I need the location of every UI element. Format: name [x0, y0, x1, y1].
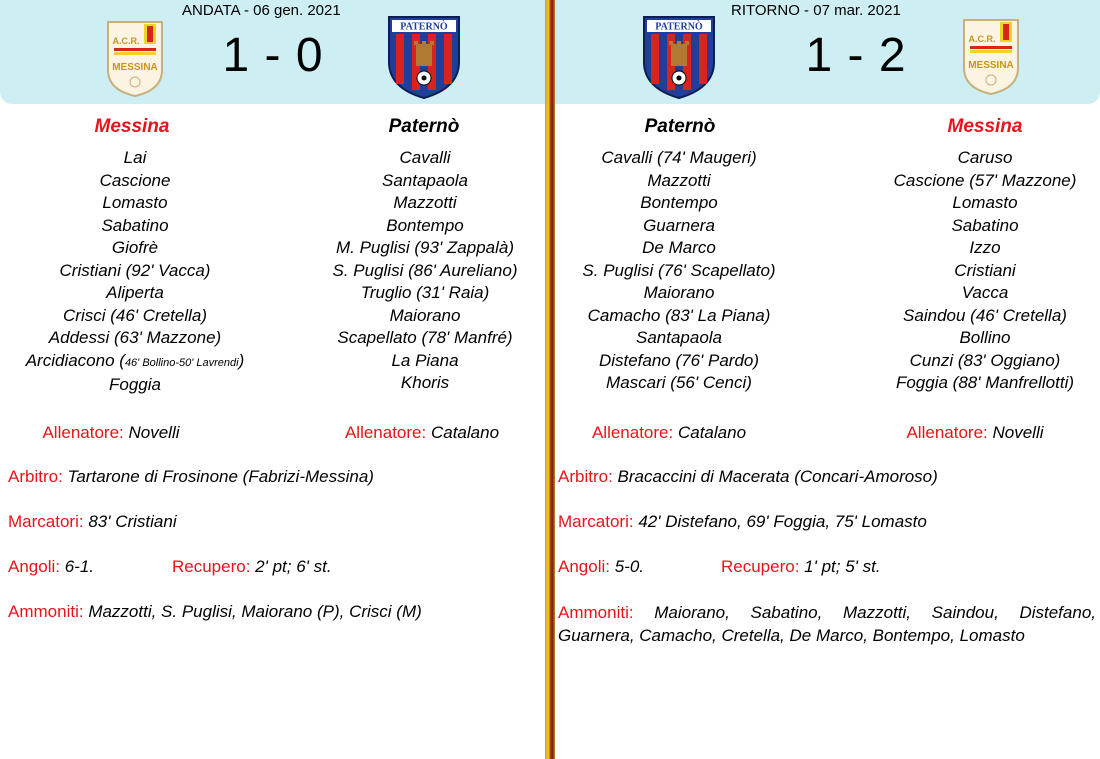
player-name: Giofrè — [111, 238, 159, 257]
messina-logo — [104, 18, 166, 98]
player-name: Cascione (57' Mazzone) — [893, 170, 1077, 190]
player-name: Truglio (31' Raia) — [360, 283, 490, 302]
andata-stoppage — [172, 557, 332, 577]
svg-text:PATERNÒ: PATERNÒ — [655, 21, 703, 33]
ritorno-home-lineup — [544, 147, 814, 395]
corners-label: Angoli: — [558, 557, 610, 576]
player-name: S. Puglisi (86' Aureliano) — [332, 260, 518, 280]
player-name: Cascione — [99, 170, 171, 190]
player-name: Scapellato (78' Manfré) — [337, 328, 513, 347]
player-name: Mascari (56' Cenci) — [606, 373, 752, 392]
player-name: Addessi (63' Mazzone) — [48, 328, 222, 347]
scorers-label: Marcatori: — [8, 512, 84, 531]
stoppage-value: 2' pt; 6' st. — [255, 557, 332, 576]
player-name: Crisci (46' Cretella) — [63, 305, 207, 325]
ritorno-away-team-name: Messina — [947, 116, 1023, 137]
player-name: Cristiani (92' Vacca) — [59, 260, 211, 280]
messina-logo — [960, 16, 1022, 96]
ritorno-home-team-name: Paternò — [644, 116, 716, 137]
player-name: Sabatino — [951, 215, 1019, 235]
player-name: Mazzotti — [393, 193, 457, 212]
player-name: S. Puglisi (76' Scapellato) — [582, 260, 776, 280]
ritorno-header — [555, 0, 1100, 104]
svg-text:MESSINA: MESSINA — [968, 60, 1014, 71]
player-name: De Marco — [642, 238, 716, 257]
player-name: Distefano (76' Pardo) — [598, 350, 760, 370]
player-name: Lomasto — [102, 193, 168, 212]
ritorno-stoppage — [721, 557, 881, 577]
coach-name: Novelli — [992, 423, 1044, 442]
andata-date: ANDATA - 06 gen. 2021 — [182, 2, 341, 19]
player-name: Bollino — [959, 328, 1011, 347]
andata-away-team-name: Paternò — [388, 116, 460, 137]
svg-text:A.C.R.: A.C.R. — [112, 36, 140, 46]
player-name: Bontempo — [640, 193, 718, 212]
andata-home-team-name: Messina — [94, 116, 170, 137]
svg-text:MESSINA: MESSINA — [112, 62, 158, 73]
player-name: Caruso — [957, 148, 1013, 167]
scorers-label: Marcatori: — [558, 512, 634, 531]
bookings-label: Ammoniti: — [558, 603, 634, 622]
player-name-main: Arcidiacono ( — [25, 350, 125, 370]
ritorno-scorers — [558, 512, 927, 532]
ritorno-away-lineup — [850, 147, 1100, 395]
corners-value: 6-1. — [64, 557, 95, 576]
coach-label: Allenatore: — [906, 423, 988, 442]
player-name: Cavalli (74' Maugeri) — [601, 148, 757, 167]
ritorno-bookings — [558, 601, 1096, 647]
ritorno-home-coach — [544, 423, 794, 443]
player-name: Mazzotti — [647, 170, 711, 190]
ritorno-referee — [558, 467, 938, 487]
player-name: Cunzi (83' Oggiano) — [909, 350, 1061, 370]
ritorno-away-coach — [850, 423, 1100, 443]
andata-away-lineup — [290, 147, 560, 395]
player-name: La Piana — [391, 350, 459, 370]
andata-score: 1 - 0 — [222, 29, 324, 82]
player-name: Cavalli — [399, 148, 451, 167]
ritorno-date: RITORNO - 07 mar. 2021 — [731, 2, 901, 19]
coach-label: Allenatore: — [42, 423, 124, 442]
svg-text:PATERNÒ: PATERNÒ — [400, 21, 448, 33]
andata-corners — [8, 557, 94, 577]
player-name-end: ) — [238, 350, 245, 370]
player-name: Santapaola — [381, 170, 469, 190]
referee-label: Arbitro: — [558, 467, 613, 486]
paterno-logo — [641, 14, 717, 100]
coach-label: Allenatore: — [591, 423, 674, 442]
player-name: Maiorano — [389, 305, 461, 325]
referee-value: Bracaccini di Macerata (Concari-Amoroso) — [617, 467, 938, 486]
andata-away-coach — [297, 423, 547, 443]
andata-home-coach — [0, 423, 236, 443]
referee-value: Tartarone di Frosinone (Fabrizi-Messina) — [67, 467, 374, 486]
corners-value: 5-0. — [614, 557, 645, 576]
coach-name: Catalano — [430, 423, 500, 442]
player-name: Vacca — [961, 283, 1009, 302]
coach-label: Allenatore: — [344, 423, 427, 442]
andata-panel — [0, 0, 545, 759]
andata-header — [0, 0, 545, 104]
scorers-value: 83' Cristiani — [88, 512, 177, 531]
stoppage-label: Recupero: — [172, 557, 251, 576]
andata-home-lineup — [0, 147, 270, 397]
player-name: Foggia — [109, 375, 161, 394]
player-name: Guarnera — [643, 215, 715, 235]
coach-name: Catalano — [677, 423, 747, 442]
player-name: Aliperta — [106, 283, 164, 302]
ritorno-corners — [558, 557, 644, 577]
ritorno-panel — [555, 0, 1100, 759]
stoppage-value: 1' pt; 5' st. — [804, 557, 881, 576]
player-name: Sabatino — [101, 215, 169, 235]
svg-text:A.C.R.: A.C.R. — [968, 34, 996, 44]
player-name: Camacho (83' La Piana) — [587, 305, 771, 325]
bookings-value: Maiorano, Sabatino, Mazzotti, Saindou, Distefano, Guarnera, Camacho, Cretella, De Marco, Bontempo, Lomasto — [558, 603, 1096, 645]
bookings-label: Ammoniti: — [8, 602, 84, 621]
stoppage-label: Recupero: — [721, 557, 800, 576]
player-name: Cristiani — [954, 260, 1016, 280]
coach-name: Novelli — [128, 423, 180, 442]
player-substitution-note: 46' Bollino-50' Lavrendi — [124, 356, 239, 369]
andata-referee — [8, 467, 374, 487]
player-name: Izzo — [969, 238, 1001, 257]
player-name: Bontempo — [386, 215, 464, 235]
andata-bookings — [8, 602, 422, 622]
player-name: Khoris — [400, 373, 450, 392]
referee-label: Arbitro: — [8, 467, 63, 486]
bookings-value: Mazzotti, S. Puglisi, Maiorano (P), Crisci (M) — [88, 602, 422, 621]
player-name — [0, 350, 270, 375]
ritorno-score: 1 - 2 — [805, 29, 907, 82]
player-name: Foggia (88' Manfrellotti) — [895, 373, 1075, 392]
player-name: Lai — [123, 148, 147, 167]
scorers-value: 42' Distefano, 69' Foggia, 75' Lomasto — [638, 512, 927, 531]
andata-scorers — [8, 512, 177, 532]
player-name: Saindou (46' Cretella) — [903, 305, 1067, 325]
player-name: M. Puglisi (93' Zappalà) — [335, 238, 515, 257]
corners-label: Angoli: — [8, 557, 60, 576]
paterno-logo — [386, 14, 462, 100]
player-name: Maiorano — [643, 283, 715, 302]
player-name: Santapaola — [635, 328, 723, 347]
player-name: Lomasto — [952, 193, 1018, 212]
